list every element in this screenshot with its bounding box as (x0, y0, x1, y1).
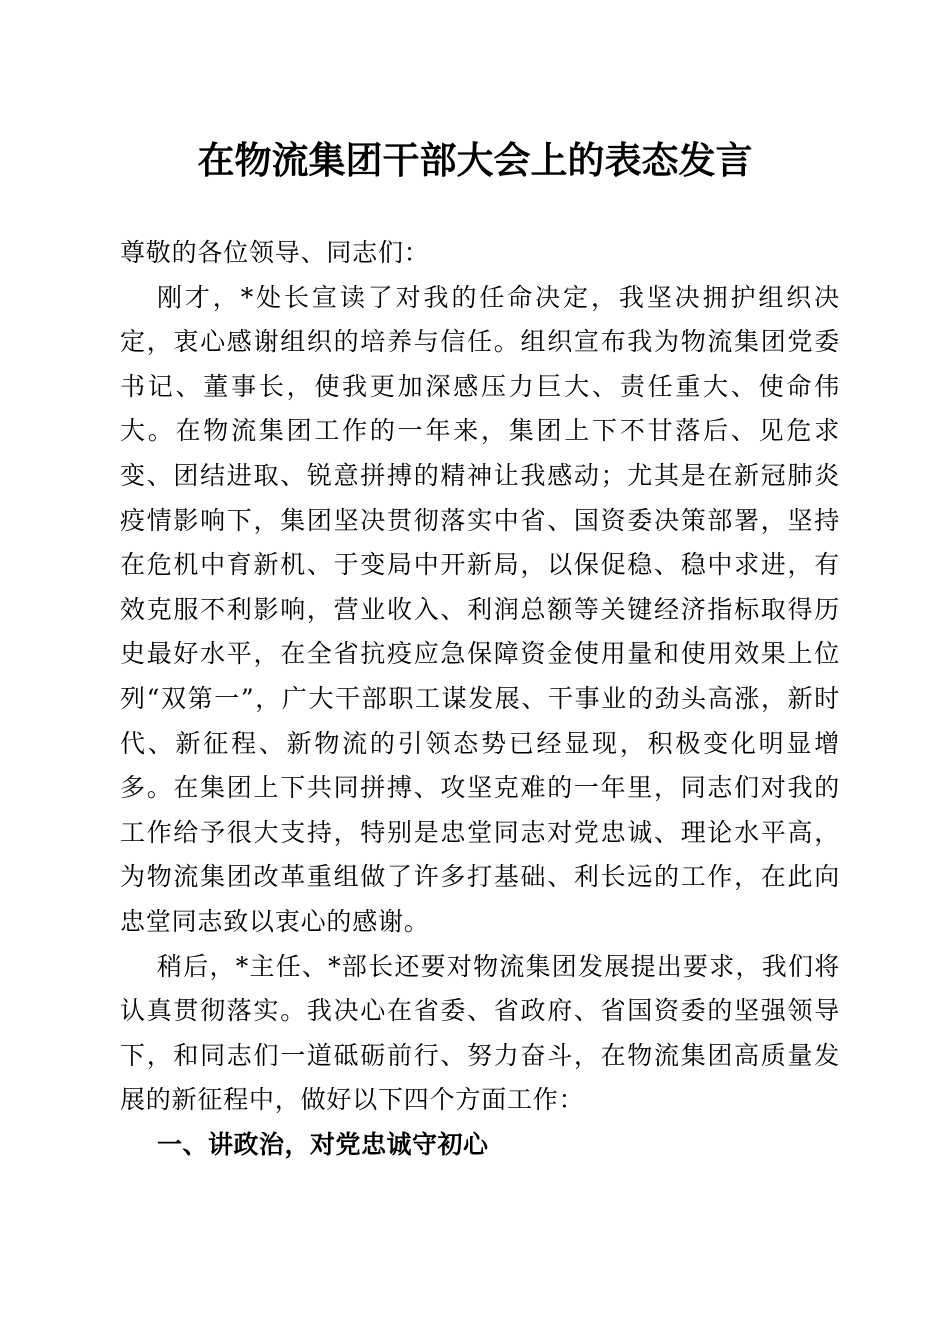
paragraph-work-commitment: 稍后，*主任、*部长还要对物流集团发展提出要求，我们将认真贯彻落实。我决心在省委、省政府、省国资委的坚强领导下，和同志们一道砥砺前行、努力奋斗，在物流集团高质量发展的新征程中，做好以下四个方面工作： (120, 951, 840, 1115)
salutation: 尊敬的各位领导、同志们： (120, 238, 430, 267)
document-title: 在物流集团干部大会上的表态发言 (197, 138, 753, 182)
paragraph-appointment-response: 刚才，*处长宣读了对我的任命决定，我坚决拥护组织决定，衷心感谢组织的培养与信任。组织宣布我为物流集团党委书记、董事长，使我更加深感压力巨大、责任重大、使命伟大。在物流集团工作的一年来，集团上下不甘落后、见危求变、团结进取、锐意拼搏的精神让我感动；尤其是在新冠肺炎疫情影响下，集团坚决贯彻落实中省、国资委决策部署，坚持在危机中育新机、于变局中开新局，以保促稳、稳中求进，有效克服不利影响，营业收入、利润总额等关键经济指标取得历史最好水平，在全省抗疫应急保障资金使用量和使用效果上位列“双第一”，广大干部职工谋发展、干事业的劲头高涨，新时代、新征程、新物流的引领态势已经显现，积极变化明显增多。在集团上下共同拼搏、攻坚克难的一年里，同志们对我的工作给予很大支持，特别是忠堂同志对党忠诚、理论水平高，为物流集团改革重组做了许多打基础、利长远的工作，在此向忠堂同志致以衷心的感谢。 (120, 282, 840, 936)
document-body (120, 231, 840, 1167)
section-heading-1: 一、讲政治，对党忠诚守初心 (157, 1129, 489, 1159)
